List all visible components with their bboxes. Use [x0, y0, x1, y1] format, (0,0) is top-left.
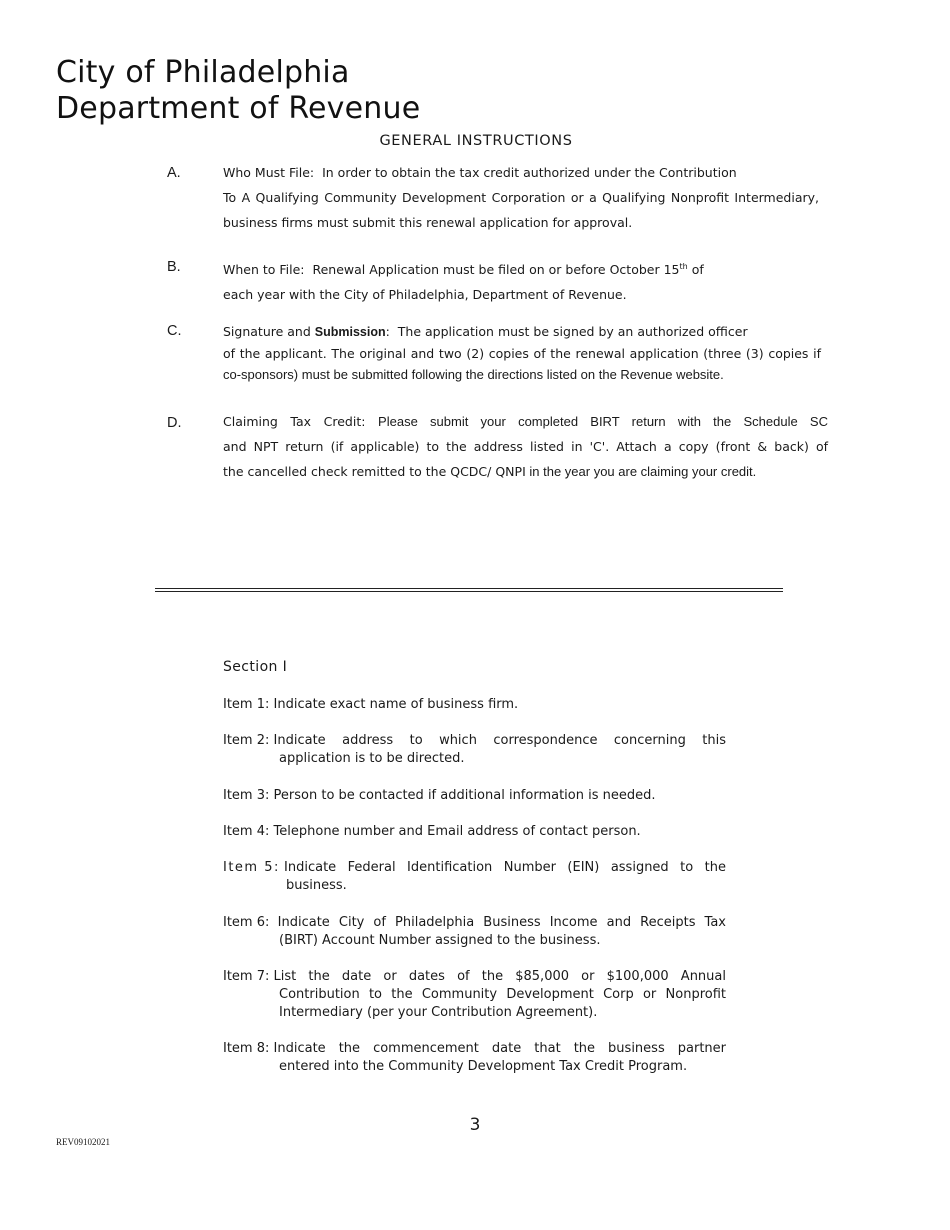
item-1: Item 1: Indicate exact name of business firm. [223, 697, 519, 712]
instruction-a-line1: Who Must File: In order to obtain the tax credit authorized under the Contribution [223, 165, 737, 180]
instruction-a-letter: A. [167, 165, 181, 181]
item-4: Item 4: Telephone number and Email address of contact person. [223, 824, 641, 839]
instruction-c-line3: co-sponsors) must be submitted following the directions listed on the Revenue website. [223, 367, 724, 382]
instruction-d [223, 409, 828, 484]
instruction-d-line2: and NPT return (if applicable) to the address listed in 'C'. Attach a copy (front & back) of [223, 439, 828, 454]
document-header [56, 55, 420, 127]
instruction-d-line3: the cancelled check remitted to the QCDC/ QNPI in the year you are claiming your credit. [223, 464, 757, 479]
divider-top [155, 588, 783, 589]
item-6: Item 6: Indicate City of Philadelphia Business Income and Receipts Tax (BIRT) Account Number assigned to the business. [223, 915, 726, 948]
instruction-d-line1: Claiming Tax Credit: Please submit your completed BIRT return with the Schedule SC [223, 414, 828, 429]
page-number: 3 [469, 1115, 481, 1135]
general-instructions-title: GENERAL INSTRUCTIONS [379, 133, 573, 149]
header-city: City of Philadelphia [56, 55, 350, 90]
item-5: Item 5: Indicate Federal Identification Number (EIN) assigned to the business. [223, 860, 726, 893]
item-3: Item 3: Person to be contacted if additional information is needed. [223, 788, 656, 803]
section-title: Section I [223, 659, 288, 675]
instruction-c-letter: C. [167, 323, 182, 339]
instruction-c-line1: Signature and Submission: The application must be signed by an authorized officer [223, 324, 748, 339]
instruction-b-line1: When to File: Renewal Application must be filed on or before October 15th of [223, 262, 704, 278]
instruction-c-line2: of the applicant. The original and two (2) copies of the renewal application (three (3) copies if [223, 346, 821, 361]
instruction-d-letter: D. [167, 415, 182, 431]
revision-code: REV09102021 [56, 1137, 110, 1147]
header-department: Department of Revenue [56, 91, 421, 126]
instruction-c-label-bold: Submission [314, 325, 386, 339]
instruction-a [223, 160, 819, 235]
instruction-b-line2: each year with the City of Philadelphia, Department of Revenue. [223, 287, 627, 303]
instruction-a-line2: To A Qualifying Community Development Corporation or a Qualifying Nonprofit Intermediary, [223, 190, 819, 205]
instruction-b-label: When to File: [223, 262, 305, 278]
instruction-a-label: Who Must File: [223, 165, 315, 180]
item-7: Item 7: List the date or dates of the $85,000 or $100,000 Annual Contribution to the Community Development Corp or Nonprofit Intermediary (per your Contribution Agreement). [223, 969, 726, 1020]
instruction-b-letter: B. [167, 259, 181, 275]
divider-bottom [155, 591, 783, 592]
instruction-a-line3: business firms must submit this renewal application for approval. [223, 215, 633, 230]
item-8: Item 8: Indicate the commencement date that the business partner entered into the Community Development Tax Credit Program. [223, 1041, 726, 1074]
instruction-b [223, 254, 833, 307]
instruction-c [223, 321, 821, 385]
item-2: Item 2: Indicate address to which correspondence concerning this application is to be directed. [223, 733, 726, 766]
